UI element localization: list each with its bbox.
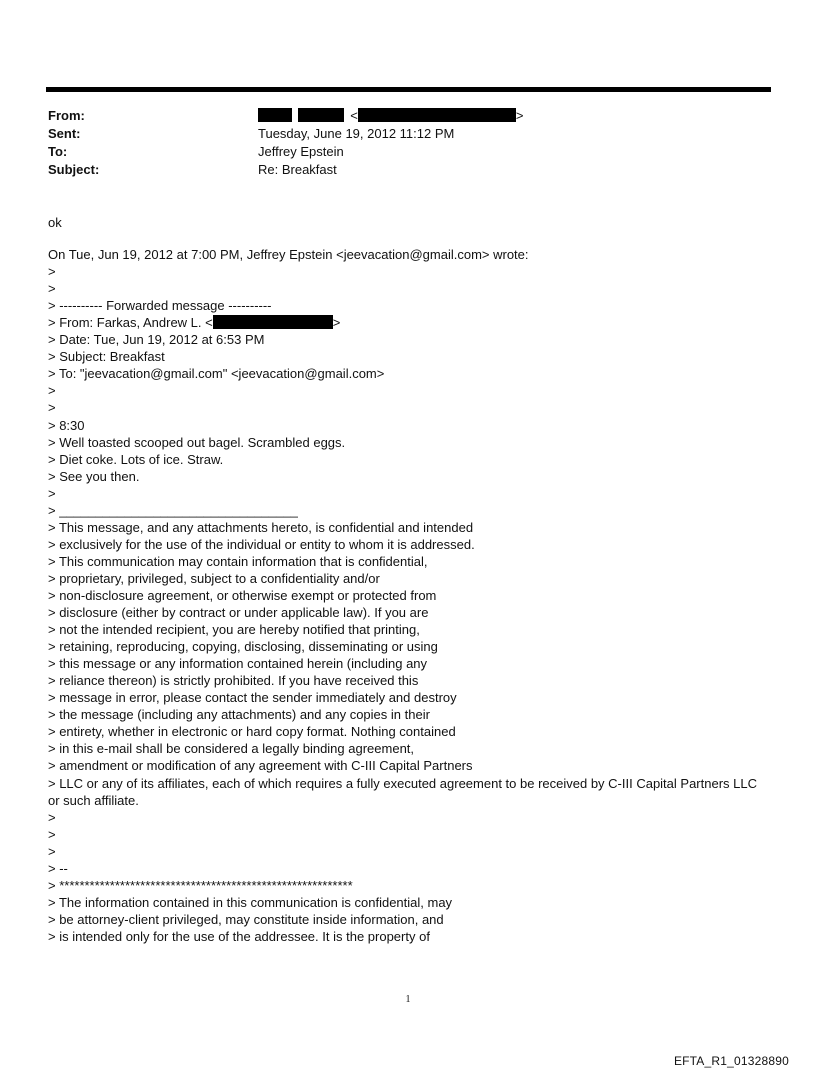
subject-row [48,161,768,179]
email-header [48,107,768,179]
forwarded-from-prefix: > From: Farkas, Andrew L. < [48,315,213,331]
disclaimer-line: > not the intended recipient, you are hereby notified that printing, [48,622,420,638]
forwarded-subject: > Subject: Breakfast [48,349,165,365]
quote-marker: > [48,485,56,501]
disclaimer-line: > This message, and any attachments hereto, is confidential and intended [48,519,474,535]
message-line: > 8:30 [48,417,85,433]
quote-marker: > [48,281,56,297]
message-line: > Well toasted scooped out bagel. Scrambled eggs. [48,434,346,450]
disclaimer-line: > This communication may contain information that is confidential, [48,553,428,569]
redaction-box [213,315,333,329]
disclaimer-wrapped: > LLC or any of its affiliates, each of which requires a fully executed agreement to be received by C-III Capital Partners LLC or such affiliate. [48,775,757,808]
forwarded-from [48,314,768,331]
disclaimer-line: > disclosure (either by contract or under applicable law). If you are [48,605,429,621]
footer-line: > be attorney-client privileged, may constitute inside information, and [48,911,444,927]
message-line: > See you then. [48,468,140,484]
to-label: To: [48,144,68,159]
subject-value: Re: Breakfast [258,162,337,177]
footer-line: > is intended only for the use of the addressee. It is the property of [48,928,430,944]
disclaimer-line: > proprietary, privileged, subject to a confidentiality and/or [48,570,380,586]
page-number: 1 [405,994,411,1005]
quote-marker: > [48,826,56,842]
forwarded-date: > Date: Tue, Jun 19, 2012 at 6:53 PM [48,332,265,348]
email-body [48,214,768,945]
quote-marker: > [48,383,56,399]
disclaimer-line: > exclusively for the use of the individual or entity to whom it is addressed. [48,536,475,552]
disclaimer-line: > message in error, please contact the sender immediately and destroy [48,690,457,706]
stars-line: > ********************************************************** [48,877,353,893]
message-line: > Diet coke. Lots of ice. Straw. [48,451,224,467]
disclaimer-line: > amendment or modification of any agreement with C-III Capital Partners [48,758,473,774]
quote-marker: > [48,400,56,416]
sent-row [48,125,768,143]
subject-label: Subject: [48,162,100,177]
disclaimer-line: > in this e-mail shall be considered a legally binding agreement, [48,741,415,757]
from-value [258,107,768,125]
quote-intro: On Tue, Jun 19, 2012 at 7:00 PM, Jeffrey Epstein <jeevacation@gmail.com> wrote: [48,247,529,263]
signature-rule: > _________________________________ [48,502,298,518]
document-id: EFTA_R1_01328890 [673,1054,789,1068]
forwarded-from-suffix: > [332,315,341,331]
to-value: Jeffrey Epstein [258,144,344,159]
disclaimer-line: > reliance thereon) is strictly prohibited. If you have received this [48,673,419,689]
redaction-box [298,108,344,122]
quote-marker: > [48,264,56,280]
from-label: From: [48,108,85,123]
redaction-box [258,108,292,122]
forwarded-to: > To: "jeevacation@gmail.com" <jeevacation@gmail.com> [48,366,385,382]
from-gt: > [515,108,524,123]
footer-line: > The information contained in this communication is confidential, may [48,894,453,910]
to-row [48,143,768,161]
disclaimer-line: > non-disclosure agreement, or otherwise exempt or protected from [48,587,437,603]
redaction-box [358,108,516,122]
disclaimer-line: > retaining, reproducing, copying, disclosing, disseminating or using [48,639,438,655]
sig-dashes: > -- [48,860,68,876]
disclaimer-line: > entirety, whether in electronic or hard copy format. Nothing contained [48,724,456,740]
sent-label: Sent: [48,126,81,141]
from-lt: < [350,108,358,123]
header-rule [46,87,771,92]
sent-value: Tuesday, June 19, 2012 11:12 PM [258,126,455,141]
quote-marker: > [48,809,56,825]
disclaimer-line: > this message or any information contained herein (including any [48,656,428,672]
disclaimer-line: > the message (including any attachments) and any copies in their [48,707,430,723]
from-row [48,107,768,125]
forwarded-divider: > ---------- Forwarded message ---------- [48,298,272,314]
quote-marker: > [48,843,56,859]
reply-text: ok [48,215,62,230]
